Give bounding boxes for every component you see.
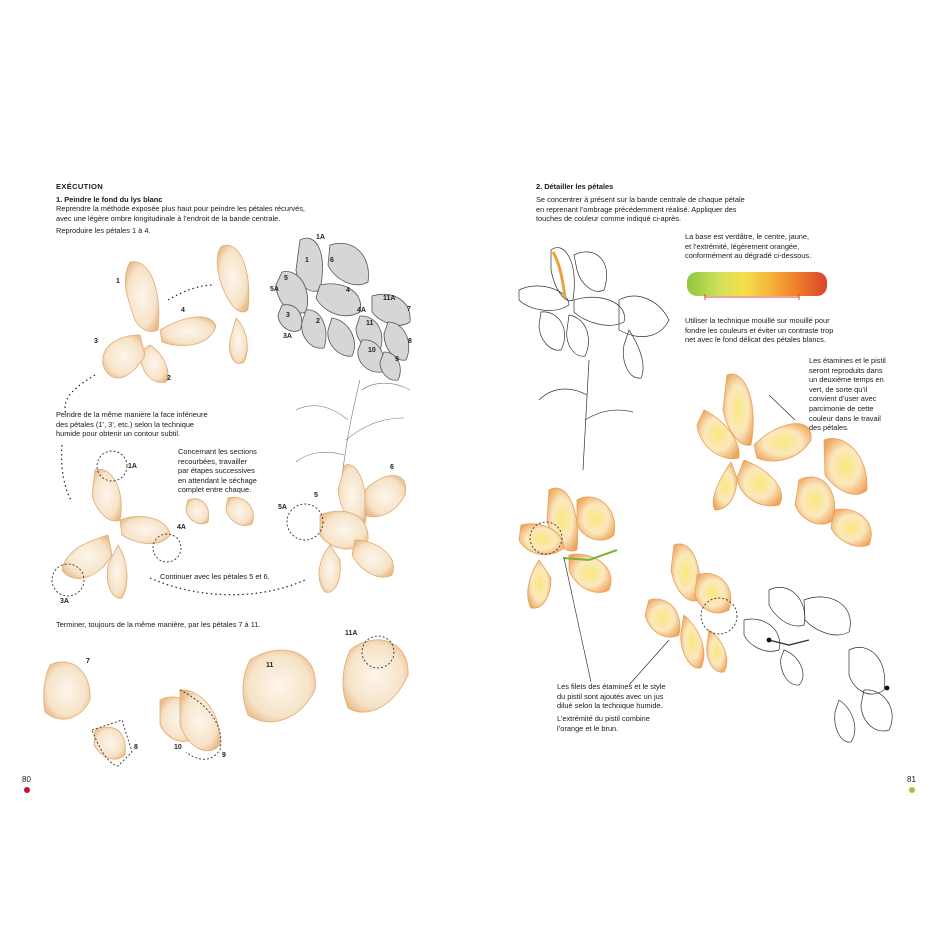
- numbered-lily-sketch: [276, 238, 410, 380]
- petal-row-7-to-11: [44, 640, 408, 759]
- underside-text: Peindre de la même manière la face inférieure des pétales (1’, 3’, etc.) selon la technique humide pour obtenir un contour subtil.: [56, 410, 208, 439]
- wet-on-wet-text: Utiliser la technique mouillé sur mouillé pour fondre les couleurs et éviter un contraste trop net avec le fond délicat des pétales blancs.: [685, 316, 834, 345]
- flower-label-4A: 4A: [177, 524, 186, 531]
- sketch-label-6: 6: [330, 257, 334, 264]
- sketch-label-5A: 5A: [270, 286, 279, 293]
- coloured-lily-right: [795, 438, 871, 546]
- page-number-81: 81: [907, 775, 916, 784]
- section-title: EXÉCUTION: [56, 182, 104, 191]
- continue-text: Continuer avec les pétales 5 et 6.: [160, 572, 270, 581]
- step1-title: 1. Peindre le fond du lys blanc: [56, 195, 163, 204]
- outline-stamen-sketch: [744, 587, 892, 742]
- label-petal-4: 4: [181, 307, 185, 314]
- step1-text2: Reproduire les pétales 1 à 4.: [56, 226, 151, 235]
- sketch-label-7: 7: [407, 306, 411, 313]
- stamen-filaments: [769, 640, 809, 645]
- coloured-lily-left: [519, 488, 615, 608]
- finish-text: Terminer, toujours de la même manière, par les pétales 7 à 11.: [56, 620, 261, 629]
- sketch-label-5: 5: [284, 275, 288, 282]
- label-petal-2: 2: [167, 375, 171, 382]
- sketch-label-2: 2: [316, 318, 320, 325]
- dotted-arc-1: [65, 375, 95, 415]
- dotted-arrow-petal-4: [168, 285, 214, 300]
- sketch-label-3A: 3A: [283, 333, 292, 340]
- sketch-label-9: 9: [395, 356, 399, 363]
- right-page-illustrations: [469, 0, 938, 938]
- pistil-tip-text: L’extrémité du pistil combine l’orange et le brun.: [557, 714, 650, 733]
- filets-text: Les filets des étamines et le style du pistil sont ajoutés avec un jus dilué selon la technique humide.: [557, 682, 666, 711]
- page-number-80: 80: [22, 775, 31, 784]
- flower-label-5: 5: [314, 492, 318, 499]
- sketch-label-1: 1: [305, 257, 309, 264]
- lily-with-undersides: [62, 469, 170, 598]
- sketch-label-8: 8: [408, 338, 412, 345]
- page-dot-red: [24, 787, 30, 793]
- step2-text: Se concentrer à présent sur la bande centrale de chaque pétale en reprenant l’ombrage précédemment réalisé. Appliquer des touches de couleur comme indiqué ci-après.: [536, 195, 745, 224]
- row-label-11A: 11A: [345, 630, 358, 637]
- dotted-arc-2: [62, 445, 72, 502]
- sketch-label-11A: 11A: [383, 295, 396, 302]
- row-label-11: 11: [266, 662, 274, 669]
- small-curl-studies: [186, 497, 253, 525]
- sketch-label-1A: 1A: [316, 234, 325, 241]
- lily-petals-5-6: [319, 465, 406, 593]
- step1-text: Reprendre la méthode exposée plus haut pour peindre les pétales récurvés, avec une légère ombre longitudinale à l’endroit de la bande centrale.: [56, 204, 305, 223]
- flower-label-3A: 3A: [60, 598, 69, 605]
- pointer-line-tip: [629, 640, 669, 685]
- right-page: [469, 0, 938, 938]
- sketch-label-4A: 4A: [357, 307, 366, 314]
- circle-5A: [287, 504, 323, 540]
- base-text: La base est verdâtre, le centre, jaune, et l’extrémité, légèrement orangée, conformément au dégradé ci-dessous.: [685, 232, 812, 261]
- flower-label-5A: 5A: [278, 504, 287, 511]
- sketch-label-11: 11: [366, 320, 374, 327]
- curled-text: Concernant les sections recourbées, travailler par étapes successives en attendant le séchage complet entre chaque.: [178, 447, 257, 495]
- label-petal-3: 3: [94, 338, 98, 345]
- row-label-9: 9: [222, 752, 226, 759]
- row-label-7: 7: [86, 658, 90, 665]
- stamens-text: Les étamines et le pistil seront reproduits dans un deuxième temps en vert, de sorte qu’il convient d’user avec parcimonie de cette couleur dans le travail des pétales.: [809, 356, 886, 433]
- coloured-lily-main: [697, 374, 811, 510]
- step2-title: 2. Détailler les pétales: [536, 182, 614, 191]
- sketch-label-10: 10: [368, 347, 376, 354]
- lily-petal-4-detached: [217, 245, 249, 363]
- page-dot-green: [909, 787, 915, 793]
- label-petal-1: 1: [116, 278, 120, 285]
- outline-lily-sketch: [519, 248, 669, 470]
- flower-label-1A: 1A: [128, 463, 137, 470]
- pointer-line-stamens: [769, 395, 795, 420]
- flower-label-6: 6: [390, 464, 394, 471]
- row-label-10: 10: [174, 744, 182, 751]
- sketch-label-4: 4: [346, 287, 350, 294]
- row-label-8: 8: [134, 744, 138, 751]
- sketch-label-3: 3: [286, 312, 290, 319]
